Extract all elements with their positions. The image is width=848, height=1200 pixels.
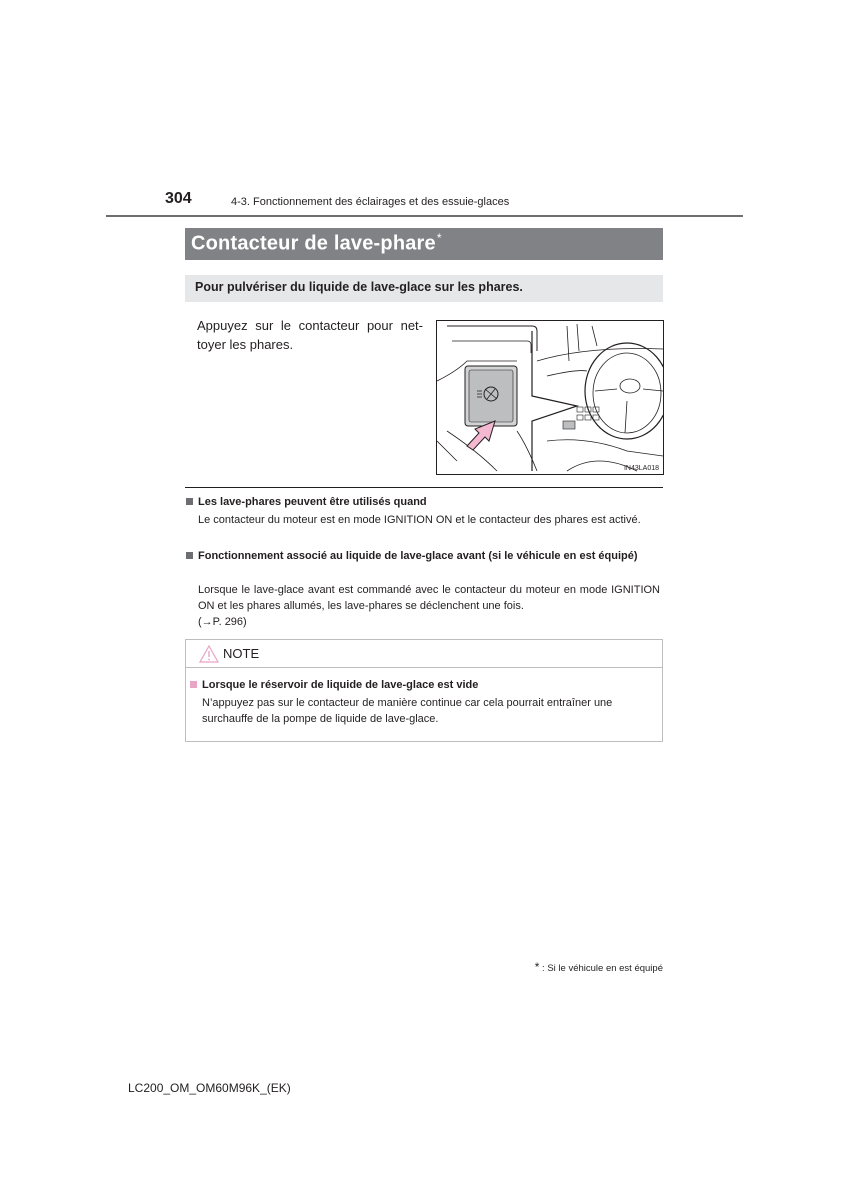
footnote-text: : Si le véhicule en est équipé [542, 963, 663, 974]
note-body-2-text: Lorsque le lave-glace avant est commandé avec le contacteur du moteur en mode IGNITION ON et les phares allumés, les lave-phares se déclenchent une fois. [198, 584, 660, 612]
footnote [440, 960, 663, 974]
figure-code: IN43LA018 [623, 465, 659, 472]
square-bullet-icon [186, 498, 193, 505]
note-heading-2-text: Fonctionnement associé au liquide de lave-glace avant (si le véhicule en est équipé) [198, 550, 638, 562]
content-divider [185, 487, 663, 488]
header-divider [106, 215, 743, 217]
footnote-asterisk: * [534, 960, 540, 974]
instruction-text: Appuyez sur le contacteur pour net-toyer les phares. [197, 318, 423, 352]
page-number: 304 [165, 190, 192, 207]
note-heading-1 [186, 494, 662, 510]
square-bullet-icon [186, 552, 193, 559]
note-box-body: N’appuyez pas sur le contacteur de manière continue car cela pourrait entraîner une surchauffe de la pompe de liquide de lave-glace. [202, 697, 613, 725]
subtitle-bar [185, 275, 663, 302]
note-body-2 [198, 582, 660, 630]
document-code-footer: LC200_OM_OM60M96K_(EK) [128, 1081, 291, 1095]
note-heading-2 [186, 548, 662, 564]
section-title [191, 231, 442, 256]
note-heading-1-text: Les lave-phares peuvent être utilisés quand [198, 496, 427, 508]
subtitle: Pour pulvériser du liquide de lave-glace sur les phares. [195, 280, 523, 294]
page-reference-link[interactable]: (→P. 296) [198, 616, 247, 628]
note-box-header [186, 640, 662, 668]
warning-triangle-icon [199, 645, 219, 663]
title-asterisk: * [436, 231, 442, 245]
section-title-bar [185, 228, 663, 260]
note-label: NOTE [223, 646, 260, 661]
note-box [185, 639, 663, 742]
dashboard-illustration [436, 320, 664, 475]
note-box-heading-text: Lorsque le réservoir de liquide de lave-glace est vide [202, 679, 479, 691]
note-box-heading [190, 677, 478, 693]
note-body-1: Le contacteur du moteur est en mode IGNITION ON et le contacteur des phares est activé. [198, 514, 641, 526]
section-breadcrumb: 4-3. Fonctionnement des éclairages et des essuie-glaces [231, 196, 510, 208]
section-title-text: Contacteur de lave-phare [191, 232, 436, 255]
pink-square-bullet-icon [190, 681, 197, 688]
dashboard-drawing [437, 321, 663, 474]
